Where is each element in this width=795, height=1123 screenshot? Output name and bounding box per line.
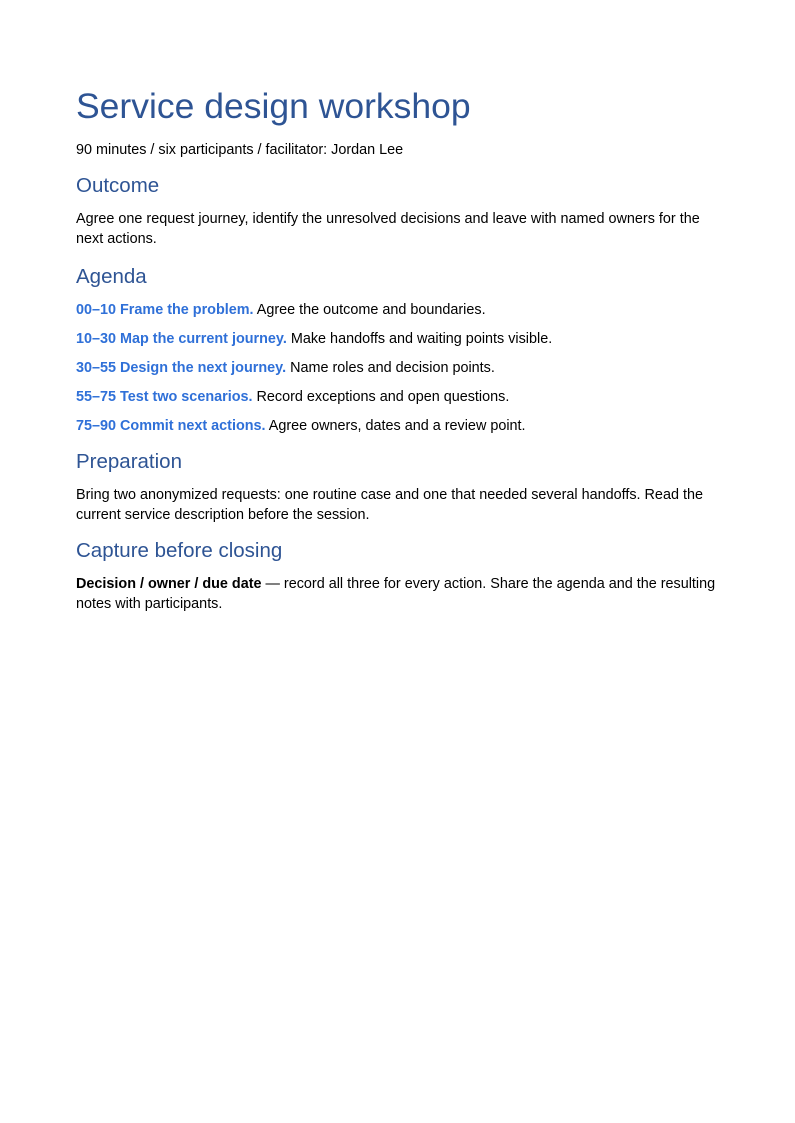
agenda-item-lead: 30–55 Design the next journey. <box>76 360 287 376</box>
agenda-item <box>76 329 719 349</box>
agenda-item-text: Name roles and decision points. <box>286 360 495 376</box>
outcome-heading: Outcome <box>76 174 160 197</box>
agenda-item-lead: 75–90 Commit next actions. <box>76 418 266 434</box>
agenda-item-text: Agree owners, dates and a review point. <box>265 418 526 434</box>
preparation-paragraph: Bring two anonymized requests: one routine case and one that needed several handoffs. Read the current service description before the session. <box>76 487 703 523</box>
agenda-item-text: Agree the outcome and boundaries. <box>253 302 486 318</box>
document-subtitle: 90 minutes / six participants / facilitator: Jordan Lee <box>76 142 404 158</box>
agenda-item-text: Record exceptions and open questions. <box>252 389 510 405</box>
agenda-heading: Agenda <box>76 265 147 288</box>
agenda-item-lead: 00–10 Frame the problem. <box>76 302 254 318</box>
agenda-item <box>76 387 719 407</box>
agenda-item <box>76 416 719 436</box>
capture-text: — record all three for every action. Share the agenda and the resulting notes with participants. <box>76 576 716 612</box>
agenda-list <box>76 300 719 436</box>
outcome-paragraph: Agree one request journey, identify the unresolved decisions and leave with named owners for the next actions. <box>76 211 700 247</box>
agenda-item <box>76 358 719 378</box>
document-title: Service design workshop <box>76 86 471 126</box>
agenda-item <box>76 300 719 320</box>
agenda-item-lead: 55–75 Test two scenarios. <box>76 389 253 405</box>
capture-heading: Capture before closing <box>76 539 283 562</box>
agenda-item-text: Make handoffs and waiting points visible. <box>286 331 553 347</box>
capture-paragraph <box>76 574 719 614</box>
agenda-item-lead: 10–30 Map the current journey. <box>76 331 287 347</box>
capture-bold-lead: Decision / owner / due date <box>76 576 262 592</box>
preparation-heading: Preparation <box>76 450 182 473</box>
